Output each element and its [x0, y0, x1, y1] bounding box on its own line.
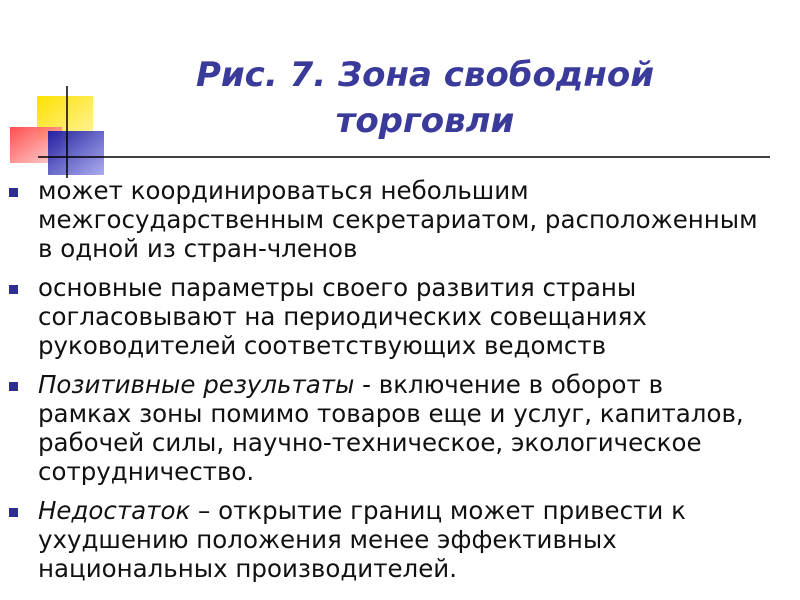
bullet-item — [0, 176, 800, 263]
square-bullet-icon — [9, 285, 18, 294]
bullet-lead-italic: Недостаток — [38, 496, 191, 525]
blue-square — [48, 131, 104, 175]
slide-title — [160, 52, 690, 144]
square-bullet-icon — [9, 508, 18, 517]
bullet-text: – открытие границ может привести к ухудшению положения менее эффективных национальных производителей. — [38, 496, 686, 583]
slide-title-line-1: Рис. 7. Зона свободной — [195, 55, 655, 95]
bullet-list — [0, 176, 800, 593]
bullet-lead-italic: Позитивные результаты — [38, 370, 355, 399]
square-bullet-icon — [9, 188, 18, 197]
slide-title-line-2: торговли — [335, 101, 515, 141]
bullet-item — [0, 370, 800, 486]
bullet-text: может координироваться небольшим межгосударственным секретариатом, расположенным в одной из стран-членов — [38, 176, 758, 263]
square-bullet-icon — [9, 382, 18, 391]
bullet-item — [0, 496, 800, 583]
bullet-item — [0, 273, 800, 360]
bullet-text: - включение в оборот в рамках зоны помимо товаров еще и услуг, капиталов, рабочей силы, научно-техническое, экологическое сотрудничество. — [38, 370, 744, 486]
bullet-text: основные параметры своего развития страны согласовывают на периодических совещаниях руководителей соответствующих ведомств — [38, 273, 647, 360]
